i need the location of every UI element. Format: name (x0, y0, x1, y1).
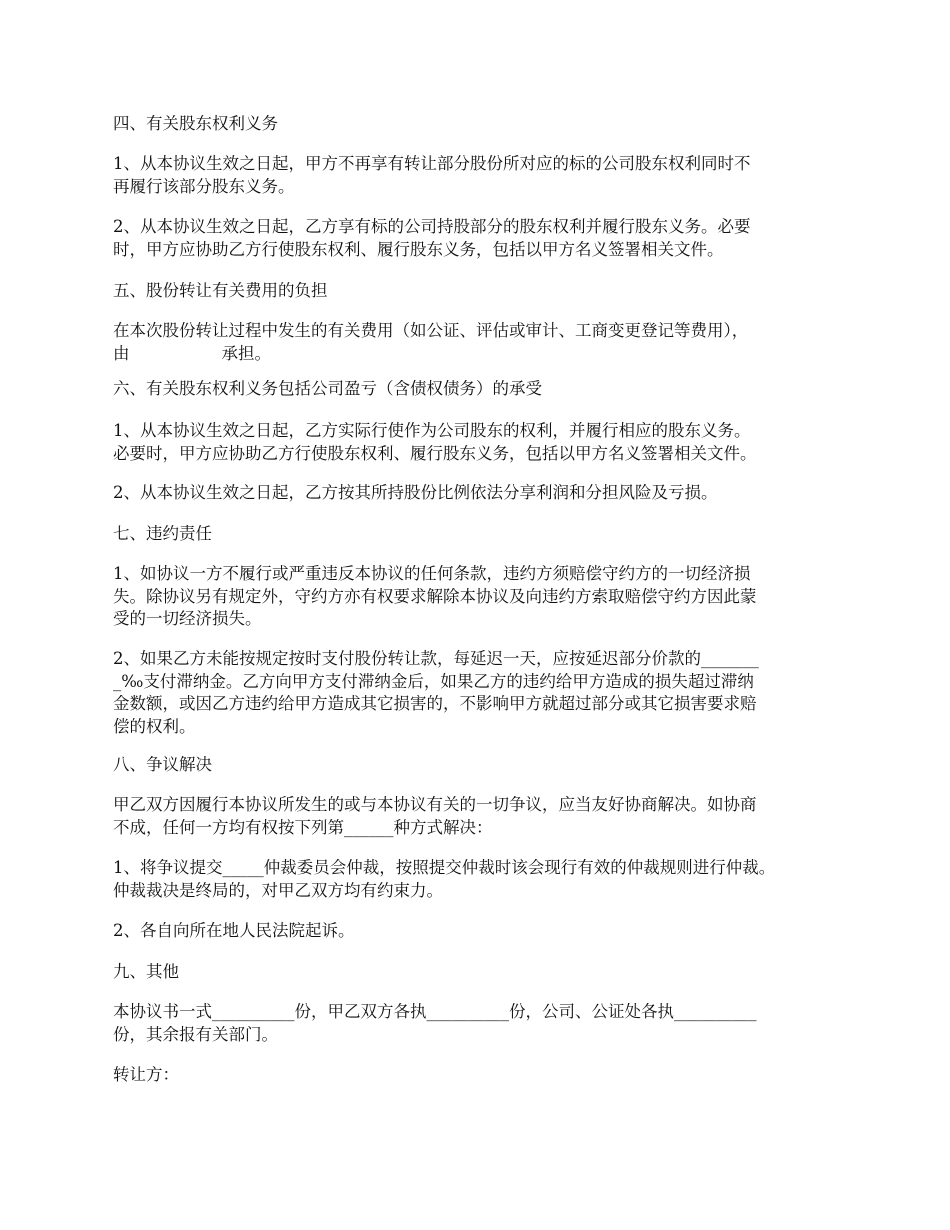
section-7-title: 七、违约责任 (113, 524, 212, 543)
section-8-paragraph-1: 甲乙双方因履行本协议所发生的或与本协议有关的一切争议，应当友好协商解决。如协商 不成，任何一方均有权按下列第______种方式解决： (113, 795, 757, 837)
section-5-title: 五、股份转让有关费用的负担 (113, 281, 328, 300)
section-4-title: 四、有关股东权利义务 (113, 114, 278, 133)
section-8-paragraph-3: 2、各自向所在地人民法院起诉。 (113, 921, 355, 940)
section-9-title: 九、其他 (113, 962, 179, 981)
fee-bearer-label: 由 (113, 343, 130, 363)
section-5-paragraph-1: 在本次股份转让过程中发生的有关费用（如公证、评估或审计、工商变更登记等费用）， 由 承担。 (113, 321, 749, 363)
section-8-paragraph-2: 1、将争议提交_____仲裁委员会仲裁，按照提交仲裁时该会现行有效的仲裁规则进行仲裁。 仲裁裁决是终局的，对甲乙双方均有约束力。 (113, 858, 776, 900)
section-6-paragraph-1: 1、从本协议生效之日起，乙方实际行使作为公司股东的权利，并履行相应的股东义务。 必要时，甲方应协助乙方行使股东权利、履行股东义务，包括以甲方名义签署相关文件。 (113, 421, 757, 463)
section-7-paragraph-2: 2、如果乙方未能按规定按时支付股份转让款，每延迟一天，应按延迟部分价款的_______ _‰支付滞纳金。乙方向甲方支付滞纳金后，如果乙方的违约给甲方造成的损失超过滞纳 金数额，或因乙方违约给甲方造成其它损害的，不影响甲方就超过部分或其它损害要求赔 偿的权利。 (113, 649, 759, 736)
section-7-paragraph-1: 1、如协议一方不履行或严重违反本协议的任何条款，违约方须赔偿守约方的一切经济损 失。除协议另有规定外，守约方亦有权要求解除本协议及向违约方索取赔偿守约方因此蒙 受的一切经济损失。 (113, 564, 757, 628)
section-9-paragraph-1: 本协议书一式__________份，甲乙双方各执__________份，公司、公证处各执__________ 份，其余报有关部门。 (113, 1002, 757, 1044)
section-4-paragraph-2: 2、从本协议生效之日起，乙方享有标的公司持股部分的股东权利并履行股东义务。必要 时，甲方应协助乙方行使股东权利、履行股东义务，包括以甲方名义签署相关文件。 (113, 217, 751, 259)
section-4-paragraph-1: 1、从本协议生效之日起，甲方不再享有转让部分股份所对应的标的公司股东权利同时不 再履行该部分股东义务。 (113, 154, 751, 196)
fee-bear-suffix: 承担。 (221, 343, 271, 363)
transferor-label: 转让方： (113, 1065, 179, 1084)
section-8-title: 八、争议解决 (113, 755, 212, 774)
section-6-title: 六、有关股东权利义务包括公司盈亏（含债权债务）的承受 (113, 379, 542, 398)
section-6-paragraph-2: 2、从本协议生效之日起，乙方按其所持股份比例依法分享利润和分担风险及亏损。 (113, 483, 718, 502)
